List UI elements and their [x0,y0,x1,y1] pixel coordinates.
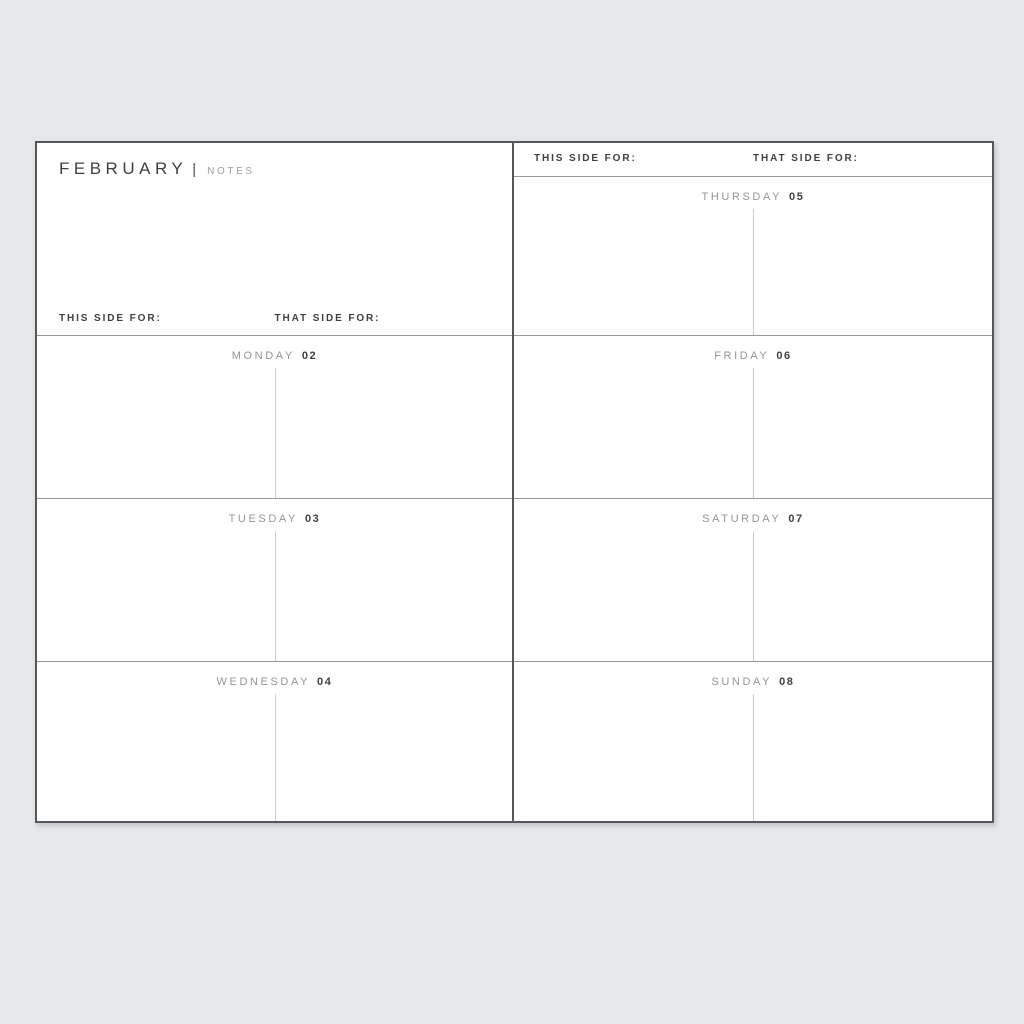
day-title [514,672,992,690]
day-name: WEDNESDAY [216,676,311,688]
note-divider-line [275,368,276,498]
day-name: SUNDAY [711,676,773,688]
day-title [37,346,512,364]
left-page [37,143,512,821]
day-cell-thursday [514,177,992,335]
note-divider-line [753,209,754,335]
day-number: 04 [317,676,333,688]
day-title [514,187,992,205]
notes-label: NOTES [207,166,255,177]
day-title [514,509,992,527]
day-name: THURSDAY [701,191,783,203]
note-divider-line [753,531,754,661]
day-title [37,509,512,527]
day-title [514,346,992,364]
day-title [37,672,512,690]
day-number: 02 [301,350,318,362]
day-name: MONDAY [231,350,295,362]
note-divider-line [275,531,276,661]
note-divider-line [753,694,754,821]
day-number: 06 [776,350,792,362]
day-number: 03 [304,513,321,525]
day-name: TUESDAY [228,513,298,525]
day-cell-wednesday [37,661,512,821]
day-cell-friday [514,335,992,498]
day-name: SATURDAY [702,513,782,525]
right-that-side-label: THAT SIDE FOR: [753,153,859,164]
note-divider-line [753,368,754,498]
month-name: FEBRUARY [59,159,188,178]
right-page [514,143,992,821]
title-separator: | [192,161,197,178]
day-cell-sunday [514,661,992,821]
day-cell-tuesday [37,498,512,661]
right-page-header [514,143,992,177]
left-page-header [37,143,512,335]
left-that-side-label: THAT SIDE FOR: [274,313,381,324]
day-number: 08 [779,676,795,688]
day-cell-saturday [514,498,992,661]
left-this-side-label: THIS SIDE FOR: [59,313,162,324]
day-name: FRIDAY [714,350,770,362]
day-number: 07 [788,513,804,525]
month-title [59,159,255,179]
note-divider-line [275,694,276,821]
day-number: 05 [789,191,805,203]
right-this-side-label: THIS SIDE FOR: [534,153,637,164]
day-cell-monday [37,335,512,498]
weekly-planner-spread [35,141,994,823]
